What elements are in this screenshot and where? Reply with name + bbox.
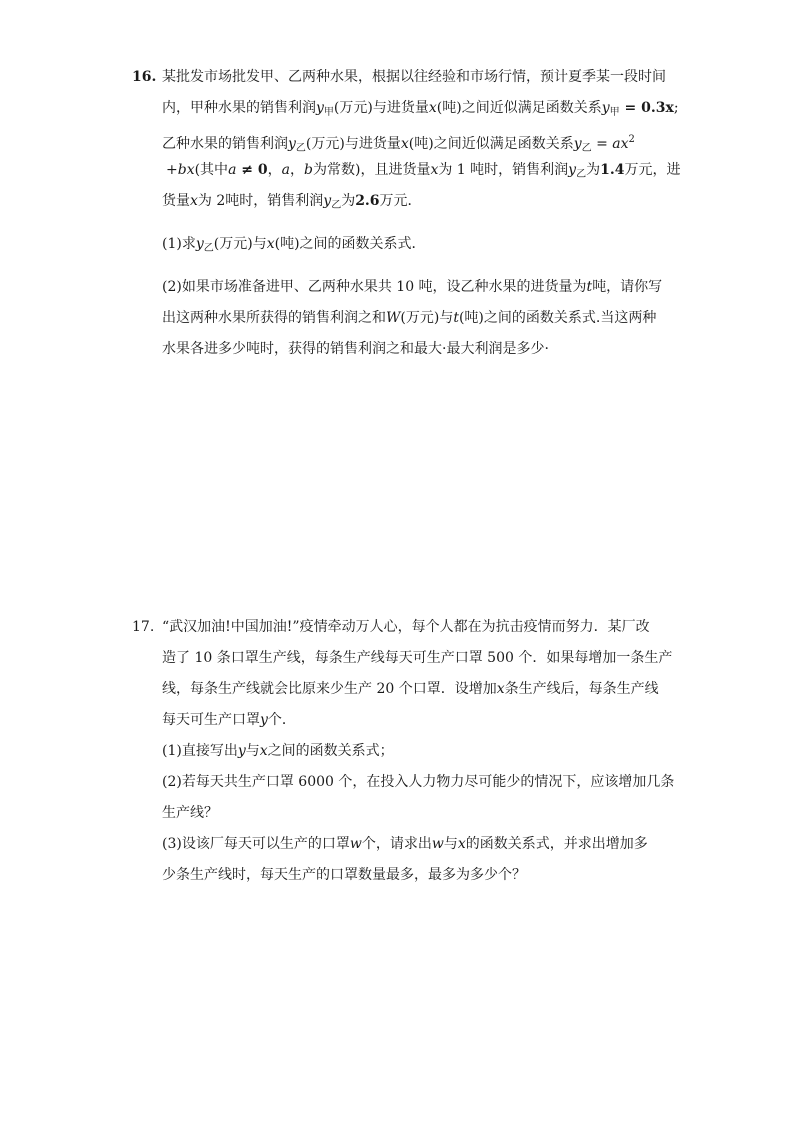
problem-number-17: 17. [132, 619, 155, 635]
p17-line-4: 每天可生产口罩y个． [162, 712, 296, 728]
problem-17 [132, 612, 675, 891]
p17-subquestion-2-line-2: 生产线？ [162, 805, 218, 821]
p16-subquestion-2-line-2: 出这两种水果所获得的销售利润之和W(万元)与t(吨)之间的函数关系式.当这两种 [162, 310, 657, 326]
p16-line-4: +bx(其中a ≠ 0，a，b为常数)，且进货量x为 1 吨时，销售利润$y_乙$为1.4万元，进 [166, 162, 681, 180]
p17-subquestion-2-line-1: (2)若每天共生产口罩 6000 个，在投入人力物力尽可能少的情况下，应该增加几条 [162, 774, 675, 790]
p17-line-3: 线，每条生产线就会比原来少生产 20 个口罩．设增加x条生产线后，每条生产线 [162, 681, 659, 697]
p17-line-1: 17. “武汉加油!中国加油!”疫情牵动万人心，每个人都在为抗击疫情而努力．某厂改 [132, 612, 662, 643]
p17-line-2: 造了 10 条口罩生产线，每条生产线每天可生产口罩 500 个．如果每增加一条生产 [162, 650, 673, 666]
problem-number-16: 16. [132, 69, 157, 85]
p16-subquestion-1: (1)求$y_乙$(万元)与x(吨)之间的函数关系式． [162, 236, 426, 254]
p17-subquestion-1: (1)直接写出y与x之间的函数关系式； [162, 743, 394, 759]
p16-subquestion-2-line-1: (2)如果市场准备进甲、乙两种水果共 10 吨，设乙种水果的进货量为t吨，请你写 [162, 279, 663, 295]
p16-line-3: 乙种水果的销售利润$y_乙$(万元)与进货量x(吨)之间近似满足函数关系$y_乙 = ax^2$ [162, 134, 635, 154]
p17-subquestion-3-line-1: (3)设该厂每天可以生产的口罩w个，请求出w与x的函数关系式，并求出增加多 [162, 836, 648, 852]
p16-line-1: 16. 某批发市场批发甲、乙两种水果，根据以往经验和市场行情，预计夏季某一段时间 [132, 62, 662, 93]
p16-line-5: 货量x为 2吨时，销售利润$y_乙$为2.6万元． [162, 193, 422, 211]
problem-16 [132, 62, 681, 365]
p16-line-2: 内，甲种水果的销售利润$y_甲$(万元)与进货量x(吨)之间近似满足函数关系$y_甲 = 0.3x$; [162, 100, 679, 118]
p17-subquestion-3-line-2: 少条生产线时，每天生产的口罩数量最多，最多为多少个？ [162, 867, 526, 883]
p16-subquestion-2-line-3: 水果各进多少吨时，获得的销售利润之和最大·最大利润是多少· [162, 341, 549, 357]
